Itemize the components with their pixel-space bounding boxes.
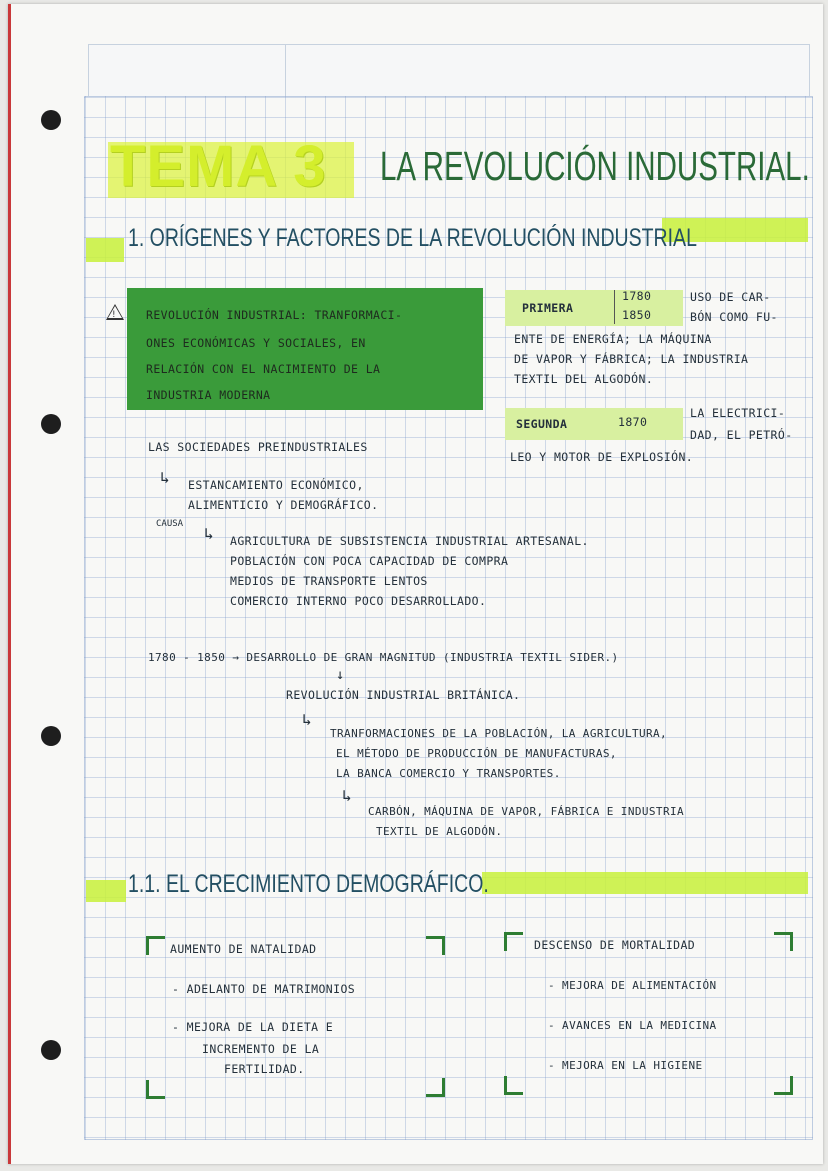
mortalidad-item: - MEJORA DE ALIMENTACIÓN — [548, 979, 717, 992]
bracket-corner — [504, 932, 523, 951]
primera-year-start: 1780 — [622, 289, 652, 303]
preindustrial-heading: LAS SOCIEDADES PREINDUSTRIALES — [148, 440, 368, 454]
key-line: CARBÓN, MÁQUINA DE VAPOR, FÁBRICA E INDUSTRIA — [368, 805, 685, 818]
primera-year-end: 1850 — [622, 308, 652, 322]
page-subtitle: LA REVOLUCIÓN INDUSTRIAL. — [380, 143, 810, 189]
primera-text: ENTE DE ENERGÍA; LA MÁQUINA — [514, 332, 712, 346]
segunda-label: SEGUNDA — [516, 417, 568, 431]
definition-line: REVOLUCIÓN INDUSTRIAL: TRANFORMACI- — [146, 308, 403, 322]
primera-text: DE VAPOR Y FÁBRICA; LA INDUSTRIA — [514, 352, 749, 366]
binder-hole — [41, 414, 61, 434]
primera-text: BÓN COMO FU- — [690, 310, 778, 324]
causa-label: CAUSA — [156, 519, 184, 529]
bracket-corner — [426, 936, 445, 955]
cause-item: COMERCIO INTERNO POCO DESARROLLADO. — [230, 594, 487, 608]
definition-line: INDUSTRIA MODERNA — [146, 388, 271, 402]
definition-line: ONES ECONÓMICAS Y SOCIALES, EN — [146, 336, 366, 350]
binder-hole — [41, 1040, 61, 1060]
bracket-corner — [146, 1080, 165, 1099]
segunda-text: LEO Y MOTOR DE EXPLOSIÓN. — [510, 450, 694, 464]
bracket-corner — [146, 936, 165, 955]
heading-highlight-left — [86, 238, 124, 262]
transformation-line: EL MÉTODO DE PRODUCCIÓN DE MANUFACTURAS, — [336, 747, 617, 760]
bracket-corner — [774, 1076, 793, 1095]
preindustrial-trait: ALIMENTICIO Y DEMOGRÁFICO. — [188, 498, 379, 512]
cause-item: POBLACIÓN CON POCA CAPACIDAD DE COMPRA — [230, 554, 509, 568]
section-heading: 1. ORÍGENES Y FACTORES DE LA REVOLUCIÓN INDUSTRIAL — [128, 224, 697, 252]
segunda-text: DAD, EL PETRÓ- — [690, 428, 793, 442]
mortalidad-item: - AVANCES EN LA MEDICINA — [548, 1019, 717, 1032]
cause-item: MEDIOS DE TRANSPORTE LENTOS — [230, 574, 428, 588]
natalidad-title: AUMENTO DE NATALIDAD — [170, 942, 317, 956]
transformation-line: TRANFORMACIONES DE LA POBLACIÓN, LA AGRICULTURA, — [330, 727, 668, 740]
key-line: TEXTIL DE ALGODÓN. — [376, 825, 503, 838]
binder-hole — [41, 110, 61, 130]
preindustrial-trait: ESTANCAMIENTO ECONÓMICO, — [188, 478, 364, 492]
bracket-corner — [504, 1076, 523, 1095]
timeline-result: REVOLUCIÓN INDUSTRIAL BRITÁNICA. — [286, 688, 521, 702]
segunda-text: LA ELECTRICI- — [690, 406, 786, 420]
mortalidad-item: - MEJORA EN LA HIGIENE — [548, 1059, 703, 1072]
natalidad-item: - MEJORA DE LA DIETA E — [172, 1020, 334, 1034]
timeline-line: 1780 - 1850 → DESARROLLO DE GRAN MAGNITUD (INDUSTRIA TEXTIL SIDER.) — [148, 651, 619, 664]
primera-text: USO DE CAR- — [690, 290, 771, 304]
natalidad-item: INCREMENTO DE LA — [202, 1042, 320, 1056]
subsection-heading: 1.1. EL CRECIMIENTO DEMOGRÁFICO. — [128, 870, 489, 898]
bracket-corner — [774, 932, 793, 951]
segunda-year: 1870 — [618, 415, 648, 429]
subheading-highlight-left — [86, 880, 126, 902]
subheading-highlight-right — [482, 872, 808, 894]
transformation-line: LA BANCA COMERCIO Y TRANSPORTES. — [336, 767, 561, 780]
primera-label: PRIMERA — [522, 301, 574, 315]
definition-line: RELACIÓN CON EL NACIMIENTO DE LA — [146, 362, 381, 376]
cause-item: AGRICULTURA DE SUBSISTENCIA INDUSTRIAL ARTESANAL. — [230, 534, 589, 548]
natalidad-item: FERTILIDAD. — [224, 1062, 305, 1076]
tema-title: TEMA 3 — [110, 134, 327, 199]
header-box — [88, 44, 810, 102]
bracket-corner — [426, 1078, 445, 1097]
primera-text: TEXTIL DEL ALGODÓN. — [514, 372, 654, 386]
mortalidad-title: DESCENSO DE MORTALIDAD — [534, 938, 696, 952]
natalidad-item: - ADELANTO DE MATRIMONIOS — [172, 982, 356, 996]
binder-hole — [41, 726, 61, 746]
